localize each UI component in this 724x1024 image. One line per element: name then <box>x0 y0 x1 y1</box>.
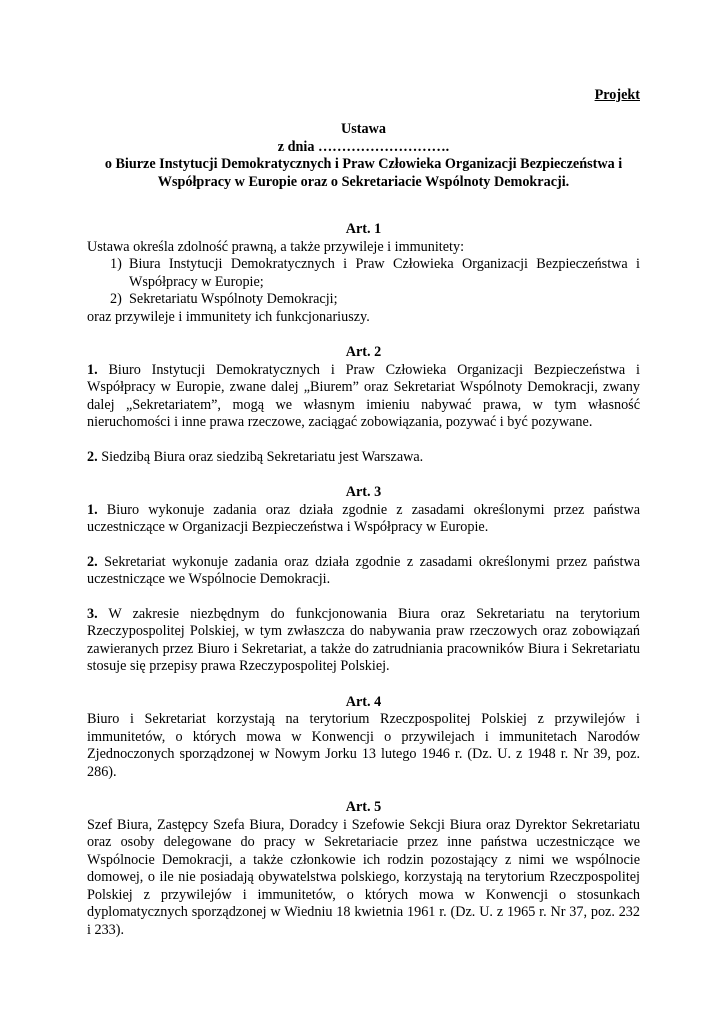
list-item-marker: 1) <box>110 256 122 272</box>
article-3-paragraph-1 <box>87 502 640 537</box>
list-item <box>87 256 640 291</box>
list-item <box>87 291 640 309</box>
article-1-outro: oraz przywileje i immunitety ich funkcjonariuszy. <box>87 308 370 325</box>
article-1 <box>87 221 640 326</box>
article-5 <box>87 799 640 939</box>
paragraph-number: 2. <box>87 448 98 465</box>
projekt-label: Projekt <box>594 87 640 103</box>
paragraph-number: 1. <box>87 361 98 378</box>
article-4 <box>87 694 640 782</box>
article-2-heading: Art. 2 <box>345 344 382 360</box>
list-item-marker: 2) <box>110 291 122 307</box>
article-2-paragraph-1 <box>87 362 640 432</box>
paragraph-text: Siedzibą Biura oraz siedzibą Sekretariatu jest Warszawa. <box>101 448 424 465</box>
list-item-text: Biura Instytucji Demokratycznych i Praw Człowieka Organizacji Bezpieczeństwa i Współpracy w Europie; <box>129 256 640 290</box>
paragraph-number: 2. <box>87 553 98 570</box>
title-subject: o Biurze Instytucji Demokratycznych i Praw Człowieka Organizacji Bezpieczeństwa i Współpracy w Europie oraz o Sekretariacie Wspólnoty Demokracji. <box>104 156 623 190</box>
paragraph-text: W zakresie niezbędnym do funkcjonowania Biura oraz Sekretariatu na terytorium Rzeczypospolitej Polskiej, w tym zwłaszcza do nabywania praw rzeczowych oraz zobowiązań zawieranych przez Biuro i Sekretariat, a także do zatrudniania pracowników Biura i Sekretariatu stosuje się przepisy prawa Rzeczypospolitej Polskiej. <box>87 605 640 674</box>
paragraph-text: Sekretariat wykonuje zadania oraz działa zgodnie z zasadami określonymi przez państwa uczestniczące we Wspólnocie Demokracji. <box>87 553 641 587</box>
article-4-heading: Art. 4 <box>345 693 382 710</box>
article-2-paragraph-2 <box>87 449 640 467</box>
article-1-heading: Art. 1 <box>345 221 382 237</box>
article-3-paragraph-3 <box>87 606 640 676</box>
article-5-text: Szef Biura, Zastępcy Szefa Biura, Doradcy i Szefowie Sekcji Biura oraz Dyrektor Sekretariatu oraz osoby delegowane do pracy w Sekretariacie przez inne państwa uczestniczące we Wspólnocie Demokracji, a także członkowie ich rodzin pozostający z nimi we wspólnocie domowej, o ile nie posiadają obywatelstwa polskiego, korzystają na terytorium Rzeczpospolitej Polskiej z przywilejów i immunitetów, o których mowa w Konwencji o stosunkach dyplomatycznych sporządzonej w Wiedniu 18 kwietnia 1961 r. (Dz. U. z 1965 r. Nr 37, poz. 232 i 233). <box>87 816 640 938</box>
article-3 <box>87 484 640 676</box>
paragraph-text: Biuro wykonuje zadania oraz działa zgodnie z zasadami określonymi przez państwa uczestniczące w Organizacji Bezpieczeństwa i Współpracy w Europie. <box>87 501 640 535</box>
paragraph-text: Biuro Instytucji Demokratycznych i Praw Człowieka Organizacji Bezpieczeństwa i Współpracy w Europie, zwane dalej „Biurem” oraz Sekretariat Wspólnoty Demokracji, zwany dalej „Sekretariatem”, mogą we własnym imieniu nabywać prawa, w tym własność nieruchomości i inne prawa rzeczowe, zaciągać zobowiązania, pozywać i być pozywane. <box>87 361 640 430</box>
document-body <box>87 221 640 939</box>
paragraph-number: 1. <box>87 501 98 518</box>
article-3-paragraph-2 <box>87 554 640 589</box>
paragraph-number: 3. <box>87 605 98 622</box>
list-item-text: Sekretariatu Wspólnoty Demokracji; <box>129 291 338 307</box>
article-5-heading: Art. 5 <box>345 799 382 815</box>
article-3-heading: Art. 3 <box>345 484 382 500</box>
title-date: z dnia ………………………. <box>277 138 450 155</box>
article-1-list <box>87 256 640 309</box>
article-4-text: Biuro i Sekretariat korzystają na terytorium Rzeczpospolitej Polskiej z przywilejów i immunitetów, o których mowa w Konwencji o przywilejach i immunitetach Narodów Zjednoczonych sporządzonej w Nowym Jorku 13 lutego 1946 r. (Dz. U. z 1948 r. Nr 39, poz. 286). <box>87 711 640 780</box>
article-1-intro: Ustawa określa zdolność prawną, a także przywileje i immunitety: <box>87 238 465 255</box>
article-2 <box>87 344 640 466</box>
title-ustawa: Ustawa <box>341 121 386 137</box>
document-title <box>87 121 640 191</box>
